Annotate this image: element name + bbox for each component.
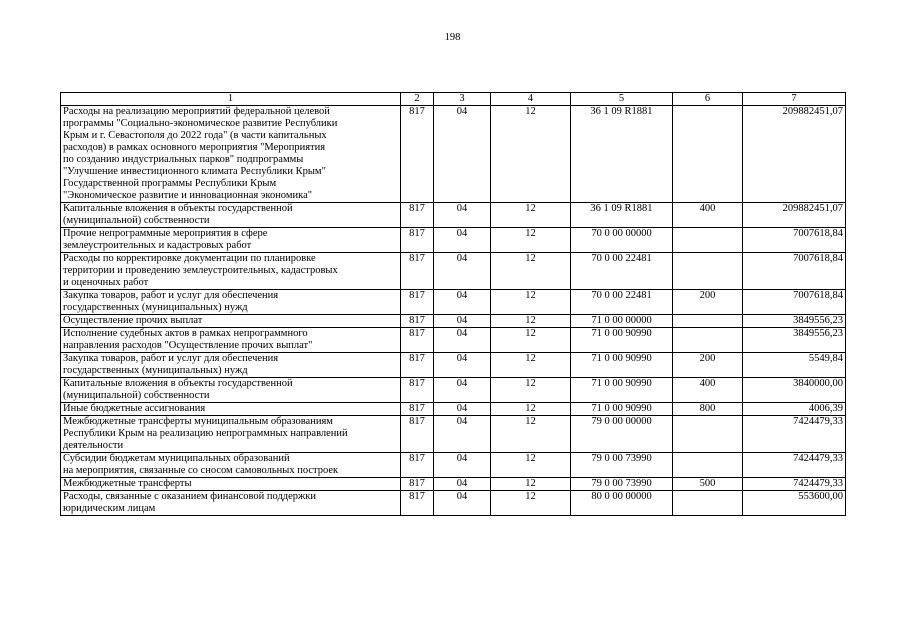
- description-line: государственных (муниципальных) нужд: [63, 365, 248, 376]
- description-line: Межбюджетные трансферты: [63, 478, 192, 489]
- description-line: и оценочных работ: [63, 277, 149, 288]
- admin-code-cell: 817: [401, 328, 434, 353]
- target-article-cell: 71 0 00 90990: [571, 353, 673, 378]
- target-article-cell: 36 1 09 R1881: [571, 203, 673, 228]
- admin-code-cell: 817: [401, 453, 434, 478]
- expense-type-cell: 200: [673, 290, 743, 315]
- amount-cell: 7007618,84: [743, 228, 846, 253]
- header-cell: 5: [571, 93, 673, 106]
- subsection-code-cell: 12: [491, 478, 571, 491]
- row-description: [61, 478, 401, 491]
- admin-code-cell: 817: [401, 416, 434, 453]
- description-line: Закупка товаров, работ и услуг для обеспечения: [63, 353, 279, 364]
- description-line: (муниципальной) собственности: [63, 390, 210, 401]
- description-line: землеустроительных и кадастровых работ: [63, 240, 252, 251]
- row-description: [61, 106, 401, 203]
- description-line: Исполнение судебных актов в рамках непрограммного: [63, 328, 308, 339]
- row-description: [61, 378, 401, 403]
- header-cell: 6: [673, 93, 743, 106]
- table-row: [61, 453, 846, 478]
- row-description: [61, 353, 401, 378]
- subsection-code-cell: 12: [491, 203, 571, 228]
- amount-cell: 7007618,84: [743, 253, 846, 290]
- description-line: Иные бюджетные ассигнования: [63, 403, 206, 414]
- target-article-cell: 70 0 00 22481: [571, 290, 673, 315]
- row-description: [61, 453, 401, 478]
- amount-cell: 3840000,00: [743, 378, 846, 403]
- description-line: Расходы по корректировке документации по планировке: [63, 253, 316, 264]
- description-line: по созданию индустриальных парков" подпрограммы: [63, 154, 304, 165]
- budget-table: [60, 92, 846, 516]
- section-code-cell: 04: [434, 491, 491, 516]
- expense-type-cell: 400: [673, 378, 743, 403]
- amount-cell: 7424479,33: [743, 453, 846, 478]
- subsection-code-cell: 12: [491, 378, 571, 403]
- admin-code-cell: 817: [401, 203, 434, 228]
- table-row: [61, 353, 846, 378]
- table-row: [61, 290, 846, 315]
- row-description: [61, 491, 401, 516]
- subsection-code-cell: 12: [491, 416, 571, 453]
- description-line: Капитальные вложения в объекты государственной: [63, 203, 293, 214]
- expense-type-cell: [673, 253, 743, 290]
- admin-code-cell: 817: [401, 290, 434, 315]
- section-code-cell: 04: [434, 478, 491, 491]
- row-description: [61, 290, 401, 315]
- expense-type-cell: 200: [673, 353, 743, 378]
- expense-type-cell: [673, 328, 743, 353]
- amount-cell: 553600,00: [743, 491, 846, 516]
- description-line: Прочие непрограммные мероприятия в сфере: [63, 228, 268, 239]
- expense-type-cell: [673, 491, 743, 516]
- description-line: Капитальные вложения в объекты государственной: [63, 378, 293, 389]
- target-article-cell: 80 0 00 00000: [571, 491, 673, 516]
- expense-type-cell: [673, 228, 743, 253]
- expense-type-cell: [673, 106, 743, 203]
- section-code-cell: 04: [434, 416, 491, 453]
- header-cell: 7: [743, 93, 846, 106]
- target-article-cell: 36 1 09 R1881: [571, 106, 673, 203]
- header-cell: 1: [61, 93, 401, 106]
- description-line: Расходы, связанные с оказанием финансовой поддержки: [63, 491, 317, 502]
- section-code-cell: 04: [434, 453, 491, 478]
- table-row: [61, 228, 846, 253]
- subsection-code-cell: 12: [491, 403, 571, 416]
- table-row: [61, 478, 846, 491]
- target-article-cell: 70 0 00 22481: [571, 253, 673, 290]
- target-article-cell: 71 0 00 90990: [571, 328, 673, 353]
- admin-code-cell: 817: [401, 228, 434, 253]
- target-article-cell: 79 0 00 73990: [571, 478, 673, 491]
- description-line: Государственной программы Республики Крым: [63, 178, 277, 189]
- amount-cell: 7424479,33: [743, 416, 846, 453]
- admin-code-cell: 817: [401, 403, 434, 416]
- admin-code-cell: 817: [401, 253, 434, 290]
- row-description: [61, 416, 401, 453]
- section-code-cell: 04: [434, 228, 491, 253]
- amount-cell: 5549,84: [743, 353, 846, 378]
- description-line: деятельности: [63, 440, 124, 451]
- target-article-cell: 71 0 00 00000: [571, 315, 673, 328]
- description-line: Крым и г. Севастополя до 2022 года" (в части капитальных: [63, 130, 327, 141]
- table-row: [61, 416, 846, 453]
- row-description: [61, 203, 401, 228]
- description-line: направления расходов "Осуществление прочих выплат": [63, 340, 313, 351]
- amount-cell: 209882451,07: [743, 106, 846, 203]
- description-line: территории и проведению землеустроительных, кадастровых: [63, 265, 338, 276]
- header-cell: 2: [401, 93, 434, 106]
- subsection-code-cell: 12: [491, 228, 571, 253]
- description-line: Межбюджетные трансферты муниципальным образованиям: [63, 416, 333, 427]
- header-cell: 4: [491, 93, 571, 106]
- table-row: [61, 403, 846, 416]
- page-number: 198: [444, 32, 461, 43]
- table-row: [61, 491, 846, 516]
- row-description: [61, 253, 401, 290]
- section-code-cell: 04: [434, 253, 491, 290]
- header-cell: 3: [434, 93, 491, 106]
- description-line: (муниципальной) собственности: [63, 215, 210, 226]
- target-article-cell: 70 0 00 00000: [571, 228, 673, 253]
- target-article-cell: 71 0 00 90990: [571, 403, 673, 416]
- table-row: [61, 328, 846, 353]
- expense-type-cell: [673, 416, 743, 453]
- expense-type-cell: [673, 453, 743, 478]
- description-line: программы "Социально-экономическое развитие Республики: [63, 118, 338, 129]
- expense-type-cell: [673, 315, 743, 328]
- amount-cell: 7007618,84: [743, 290, 846, 315]
- description-line: Осуществление прочих выплат: [63, 315, 203, 326]
- expense-type-cell: 500: [673, 478, 743, 491]
- section-code-cell: 04: [434, 106, 491, 203]
- table-header-row: [61, 93, 846, 106]
- section-code-cell: 04: [434, 328, 491, 353]
- admin-code-cell: 817: [401, 378, 434, 403]
- amount-cell: 209882451,07: [743, 203, 846, 228]
- description-line: "Улучшение инвестиционного климата Республики Крым": [63, 166, 326, 177]
- expense-type-cell: 400: [673, 203, 743, 228]
- subsection-code-cell: 12: [491, 491, 571, 516]
- section-code-cell: 04: [434, 290, 491, 315]
- amount-cell: 3849556,23: [743, 315, 846, 328]
- table-row: [61, 378, 846, 403]
- expense-type-cell: 800: [673, 403, 743, 416]
- table-row: [61, 315, 846, 328]
- row-description: [61, 315, 401, 328]
- admin-code-cell: 817: [401, 353, 434, 378]
- description-line: государственных (муниципальных) нужд: [63, 302, 248, 313]
- target-article-cell: 79 0 00 00000: [571, 416, 673, 453]
- subsection-code-cell: 12: [491, 315, 571, 328]
- table-row: [61, 253, 846, 290]
- description-line: Республики Крым на реализацию непрограммных направлений: [63, 428, 348, 439]
- admin-code-cell: 817: [401, 315, 434, 328]
- description-line: юридическим лицам: [63, 503, 156, 514]
- target-article-cell: 79 0 00 73990: [571, 453, 673, 478]
- description-line: Субсидии бюджетам муниципальных образований: [63, 453, 290, 464]
- table-row: [61, 106, 846, 203]
- section-code-cell: 04: [434, 353, 491, 378]
- admin-code-cell: 817: [401, 478, 434, 491]
- section-code-cell: 04: [434, 315, 491, 328]
- section-code-cell: 04: [434, 403, 491, 416]
- subsection-code-cell: 12: [491, 106, 571, 203]
- admin-code-cell: 817: [401, 106, 434, 203]
- description-line: Расходы на реализацию мероприятий федеральной целевой: [63, 106, 330, 117]
- description-line: "Экономическое развитие и инновационная экономика": [63, 190, 313, 201]
- section-code-cell: 04: [434, 203, 491, 228]
- row-description: [61, 228, 401, 253]
- row-description: [61, 328, 401, 353]
- subsection-code-cell: 12: [491, 453, 571, 478]
- table-row: [61, 203, 846, 228]
- amount-cell: 3849556,23: [743, 328, 846, 353]
- description-line: Закупка товаров, работ и услуг для обеспечения: [63, 290, 279, 301]
- target-article-cell: 71 0 00 90990: [571, 378, 673, 403]
- subsection-code-cell: 12: [491, 290, 571, 315]
- description-line: на мероприятия, связанные со сносом самовольных построек: [63, 465, 339, 476]
- amount-cell: 7424479,33: [743, 478, 846, 491]
- subsection-code-cell: 12: [491, 253, 571, 290]
- amount-cell: 4006,39: [743, 403, 846, 416]
- subsection-code-cell: 12: [491, 328, 571, 353]
- description-line: расходов) в рамках основного мероприятия "Мероприятия: [63, 142, 326, 153]
- row-description: [61, 403, 401, 416]
- section-code-cell: 04: [434, 378, 491, 403]
- admin-code-cell: 817: [401, 491, 434, 516]
- table-body: [61, 106, 846, 516]
- subsection-code-cell: 12: [491, 353, 571, 378]
